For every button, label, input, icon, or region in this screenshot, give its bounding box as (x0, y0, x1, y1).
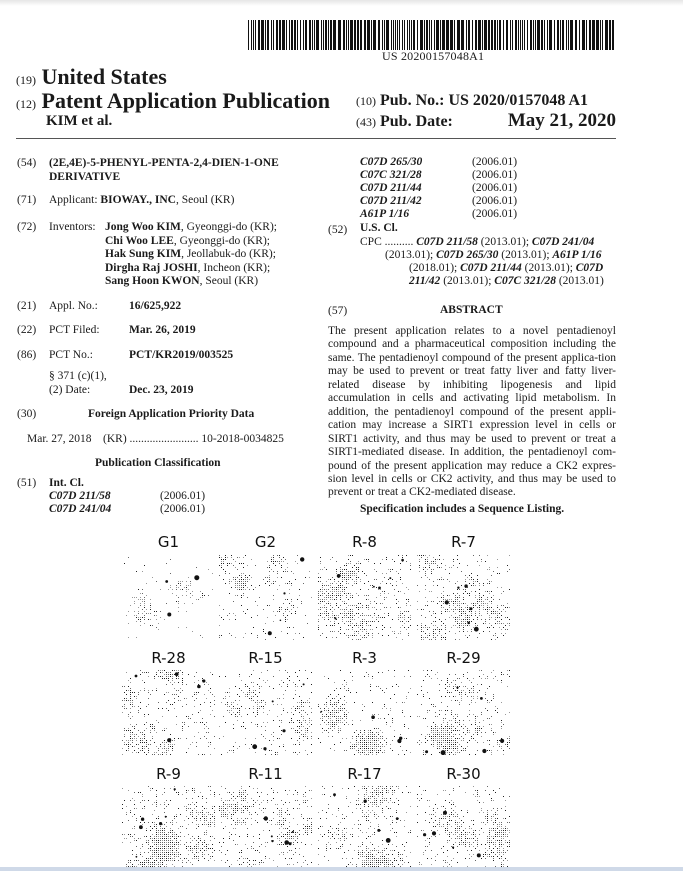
us-cl-label: U.S. Cl. (360, 222, 398, 234)
barcode-bar (440, 20, 441, 50)
barcode-bar (409, 20, 410, 50)
inid-code-52: (52) (328, 224, 348, 236)
barcode-bar (592, 20, 595, 50)
micrograph-panel (318, 555, 411, 640)
int-cl-version: (2006.01) (160, 503, 206, 515)
barcode-bar (454, 20, 455, 50)
barcode-bar (466, 20, 467, 50)
int-cl-class: C07D 211/44 (360, 182, 422, 194)
barcode-bar (434, 20, 435, 50)
applicant-name: BIOWAY., INC (100, 194, 176, 206)
barcode-bar (384, 20, 385, 50)
priority-dots: ........................ (129, 433, 199, 445)
inventor (105, 248, 277, 262)
cpc-class: C07D 241/04 (531, 236, 595, 248)
barcode-bar (348, 20, 349, 50)
barcode-bar (305, 20, 307, 50)
barcode-bar (279, 20, 281, 50)
barcode-bar (582, 20, 585, 50)
pub-date-label: Pub. Date: (380, 113, 453, 130)
barcode-bar (524, 20, 525, 50)
cpc-class: C07D (575, 262, 604, 274)
barcode-bar (547, 20, 548, 50)
inid-code-72: (72) (17, 221, 37, 233)
foreign-priority-heading: Foreign Application Priority Data (88, 408, 255, 420)
barcode-bar (253, 20, 254, 50)
int-cl-label: Int. Cl. (49, 477, 84, 489)
barcode-bar (497, 20, 498, 50)
cpc-version: (2013.01); (443, 275, 492, 287)
inid-code-10: (10) (356, 94, 376, 108)
panel-label: R-11 (248, 765, 283, 783)
inventor-name: Hak Sung KIM (105, 248, 182, 261)
barcode-bar (537, 20, 540, 50)
barcode-number: US 20200157048A1 (382, 49, 485, 63)
barcode (248, 20, 616, 50)
country-name: United States (41, 64, 167, 89)
cpc-class: C07D 211/44 (460, 262, 522, 274)
int-cl-class: A61P 1/16 (360, 208, 410, 220)
barcode-bar (475, 20, 477, 50)
barcode-bar (248, 20, 249, 50)
barcode-bar (323, 20, 324, 50)
barcode-bar (457, 20, 460, 50)
invention-title-line2: DERIVATIVE (49, 171, 121, 183)
inventor (105, 221, 277, 235)
barcode-bar (541, 20, 543, 50)
barcode-bar (417, 20, 418, 50)
cpc-line-3 (409, 262, 603, 276)
cpc-version: (2013.01); (480, 236, 530, 248)
int-cl-class: C07D 211/42 (360, 195, 422, 207)
cpc-line-1 (360, 236, 594, 250)
s371-label-line1: § 371 (c)(1), (49, 370, 107, 382)
inid-code-12: (12) (16, 97, 36, 111)
barcode-bar (527, 20, 528, 50)
barcode-bar (557, 20, 559, 50)
int-cl-version: (2006.01) (472, 208, 518, 220)
inid-code-21: (21) (17, 300, 37, 312)
panel-label: R-28 (151, 649, 186, 667)
inventor (105, 275, 277, 289)
micrograph-panel (417, 786, 510, 868)
barcode-bar (364, 20, 366, 50)
barcode-bar (494, 20, 496, 50)
barcode-bar (600, 20, 601, 50)
viewer-bottom-edge (0, 867, 683, 871)
barcode-bar (575, 20, 577, 50)
barcode-bar (566, 20, 567, 50)
cpc-version: (2013.01); (385, 249, 434, 261)
barcode-bar (350, 20, 353, 50)
barcode-bar (442, 20, 445, 50)
viewer-top-shadow (0, 0, 683, 6)
barcode-bar (554, 20, 555, 50)
barcode-bar (395, 20, 396, 50)
barcode-bar (424, 20, 425, 50)
barcode-bar (371, 20, 372, 50)
barcode-bar (382, 20, 383, 50)
micrograph-panel (122, 670, 215, 755)
barcode-bar (562, 20, 564, 50)
inventor-location: , Jeollabuk-do (KR); (181, 248, 276, 261)
barcode-bar (420, 20, 423, 50)
int-cl-version: (2006.01) (472, 195, 518, 207)
priority-entry (27, 433, 284, 447)
inid-code-22: (22) (17, 324, 37, 336)
panel-label: G2 (254, 533, 277, 551)
int-cl-class: C07D 241/04 (49, 503, 112, 515)
barcode-bar (325, 20, 327, 50)
pct-no-label: PCT No.: (49, 349, 93, 361)
cpc-version: (2013.01); (501, 249, 550, 261)
cpc-line-4 (409, 275, 604, 289)
inventor-name: Sang Hoon KWON (105, 275, 200, 288)
barcode-bar (612, 20, 614, 50)
barcode-bar (338, 20, 341, 50)
inventor-location: , Incheon (KR); (197, 261, 271, 274)
micrograph-panel (219, 555, 312, 640)
barcode-bar (413, 20, 415, 50)
barcode-bar (255, 20, 256, 50)
barcode-bar (605, 20, 608, 50)
barcode-bar (267, 20, 269, 50)
barcode-bar (478, 20, 481, 50)
s371-date-value: Dec. 23, 2019 (129, 384, 194, 396)
panel-label: R-9 (156, 765, 181, 783)
pub-no-label: Pub. No.: (380, 92, 445, 109)
invention-title-line1: (2E,4E)-5-PHENYL-PENTA-2,4-DIEN-1-ONE (49, 157, 279, 169)
barcode-bar (251, 20, 252, 50)
abstract-text: The present application relates to a novel pentadienoyl compound and a pharmaceutical composition including the same. The pentadienoyl compound of the present applica-tion may be used to prevent or treat fatty liver and fatty liver-related disease by inhibiting lipogenesis and lipid accumulation in cells and activating lipid metabolism. In addition, the pentadienoyl compound of the present appli-cation may increase a SIRT1 expression level in cells or SIRT1 activity, and thus may be used to prevent or treat a SIRT1-mediated disease. In addition, the pentadienoyl com-pound of the present application may reduce a CK2 expres-sion level in cells or CK2 activity, and thus may be used to prevent or treat a CK2-mediated disease. (328, 325, 616, 499)
s371-label-line2: (2) Date: (49, 384, 91, 396)
barcode-bar (294, 20, 296, 50)
inventors-list (105, 221, 277, 289)
barcode-bar (378, 20, 380, 50)
barcode-bar (560, 20, 561, 50)
appl-no-label: Appl. No.: (49, 300, 98, 312)
panel-label: R-29 (446, 649, 481, 667)
inid-code-43: (43) (356, 115, 376, 129)
int-cl-class: C07C 321/28 (360, 169, 422, 181)
barcode-bar (429, 20, 430, 50)
inventors-label: Inventors: (49, 221, 96, 233)
micrograph-panel (417, 670, 510, 755)
inid-code-71: (71) (17, 194, 37, 206)
barcode-bar (450, 20, 453, 50)
barcode-bar (386, 20, 389, 50)
panel-label: R-17 (347, 765, 382, 783)
barcode-bar (436, 20, 439, 50)
barcode-bar (544, 20, 545, 50)
barcode-bar (468, 20, 470, 50)
cpc-version: (2013.01) (558, 275, 604, 287)
barcode-bar (309, 20, 311, 50)
micrograph-panel (122, 786, 215, 868)
barcode-bar (484, 20, 487, 50)
inventor-name: Dirgha Raj JOSHI (105, 261, 198, 274)
header-divider (16, 138, 616, 139)
inid-code-54: (54) (17, 157, 37, 169)
applicant (49, 194, 234, 208)
barcode-bar (271, 20, 272, 50)
barcode-bar (602, 20, 603, 50)
barcode-bar (261, 20, 264, 50)
barcode-bar (549, 20, 552, 50)
panel-label: R-8 (352, 533, 377, 551)
barcode-bar (426, 20, 428, 50)
barcode-bar (373, 20, 376, 50)
publication-classification-heading: Publication Classification (95, 457, 221, 469)
cpc-class: C07D 211/58 (416, 236, 478, 248)
appl-no-value: 16/625,922 (129, 300, 182, 312)
publication-type-heading (16, 88, 330, 114)
pub-date-value: May 21, 2020 (507, 110, 616, 131)
priority-number: 10-2018-0034825 (201, 433, 284, 445)
cpc-dots: .......... (384, 236, 414, 248)
barcode-bar (535, 20, 536, 50)
panel-label: R-15 (248, 649, 283, 667)
inventor (105, 262, 277, 276)
barcode-bar (530, 20, 532, 50)
inventor (105, 235, 277, 249)
sequence-listing-note: Specification includes a Sequence Listing. (360, 503, 565, 515)
publication-date-label (356, 113, 453, 131)
barcode-bar (482, 20, 483, 50)
int-cl-version: (2006.01) (472, 156, 518, 168)
barcode-bar (291, 20, 293, 50)
inid-code-51: (51) (17, 477, 37, 489)
cpc-class: A61P 1/16 (552, 249, 602, 261)
barcode-bar (314, 20, 315, 50)
cpc-label: CPC (360, 236, 382, 248)
pub-no-value: US 2020/0157048 A1 (448, 92, 589, 109)
barcode-bar (303, 20, 304, 50)
inventor-name: Chi Woo LEE (105, 234, 174, 247)
barcode-bar (258, 20, 260, 50)
inid-code-30: (30) (17, 408, 37, 420)
barcode-bar (289, 20, 290, 50)
barcode-bar (282, 20, 285, 50)
authors: KIM et al. (46, 113, 113, 129)
micrograph-panel (318, 670, 411, 755)
country-heading (16, 64, 167, 90)
barcode-bar (404, 20, 405, 50)
inventor-name: Jong Woo KIM (105, 221, 181, 233)
barcode-bar (321, 20, 322, 50)
barcode-bar (360, 20, 362, 50)
barcode-bar (533, 20, 534, 50)
barcode-bar (286, 20, 287, 50)
applicant-label: Applicant: (49, 194, 98, 206)
barcode-bar (343, 20, 345, 50)
barcode-bar (589, 20, 591, 50)
barcode-bar (328, 20, 329, 50)
barcode-bar (265, 20, 266, 50)
micrograph-panel (318, 786, 411, 868)
barcode-bar (446, 20, 449, 50)
barcode-bar (510, 20, 511, 50)
inid-code-57: (57) (328, 305, 348, 317)
micrograph-panel (219, 786, 312, 868)
publication-number (356, 92, 588, 110)
panel-label: R-30 (446, 765, 481, 783)
cpc-class: C07D 265/30 (436, 249, 499, 261)
barcode-bar (609, 20, 611, 50)
barcode-bar (276, 20, 278, 50)
barcode-bar (488, 20, 490, 50)
barcode-bar (357, 20, 359, 50)
barcode-bar (506, 20, 508, 50)
panel-label: R-3 (352, 649, 377, 667)
barcode-bar (300, 20, 301, 50)
inventor-location: , Gyeonggi-do (KR); (173, 234, 270, 247)
cpc-line-2 (385, 249, 601, 263)
panel-label: R-7 (451, 533, 476, 551)
inid-code-86: (86) (17, 349, 37, 361)
int-cl-class: C07D 265/30 (360, 156, 423, 168)
panel-label: G1 (157, 533, 180, 551)
pct-filed-value: Mar. 26, 2019 (129, 324, 196, 336)
int-cl-version: (2006.01) (160, 490, 206, 502)
barcode-bar (407, 20, 408, 50)
int-cl-class: C07D 211/58 (49, 490, 111, 502)
cpc-class: 211/42 (409, 275, 441, 287)
barcode-bar (520, 20, 521, 50)
barcode-bar (461, 20, 464, 50)
barcode-bar (333, 20, 336, 50)
barcode-bar (346, 20, 347, 50)
publication-type: Patent Application Publication (41, 88, 330, 113)
cpc-version: (2018.01); (409, 262, 458, 274)
inventor-location: , Gyeonggi-do (KR); (180, 221, 277, 233)
barcode-bar (596, 20, 599, 50)
priority-date: Mar. 27, 2018 (27, 433, 92, 445)
barcode-bar (586, 20, 587, 50)
applicant-location: , Seoul (KR) (175, 194, 235, 206)
barcode-bar (522, 20, 523, 50)
cpc-version: (2013.01); (524, 262, 573, 274)
micrograph-panel (219, 670, 312, 755)
barcode-bar (393, 20, 394, 50)
barcode-bar (518, 20, 519, 50)
barcode-bar (570, 20, 573, 50)
barcode-bar (503, 20, 504, 50)
cpc-class: C07C 321/28 (494, 275, 556, 287)
priority-country: (KR) (103, 433, 127, 445)
barcode-bar (399, 20, 400, 50)
barcode-bar (431, 20, 432, 50)
barcode-bar (391, 20, 392, 50)
barcode-bar (568, 20, 569, 50)
barcode-bar (312, 20, 313, 50)
micrograph-panel (122, 555, 215, 640)
barcode-bar (354, 20, 356, 50)
barcode-bar (397, 20, 398, 50)
pct-no-value: PCT/KR2019/003525 (129, 349, 234, 361)
micrograph-panel (417, 555, 510, 640)
barcode-bar (472, 20, 473, 50)
inventor-location: , Seoul (KR) (199, 275, 259, 288)
barcode-bar (402, 20, 403, 50)
barcode-bar (491, 20, 493, 50)
barcode-bar (579, 20, 580, 50)
barcode-bar (297, 20, 298, 50)
int-cl-version: (2006.01) (472, 182, 518, 194)
barcode-bar (411, 20, 412, 50)
abstract-heading: ABSTRACT (440, 304, 503, 316)
barcode-bar (499, 20, 501, 50)
barcode-bar (330, 20, 332, 50)
inid-code-19: (19) (16, 73, 36, 87)
barcode-bar (515, 20, 517, 50)
barcode-bar (273, 20, 274, 50)
barcode-bar (367, 20, 370, 50)
int-cl-version: (2006.01) (472, 169, 518, 181)
barcode-bar (316, 20, 319, 50)
barcode-bar (512, 20, 513, 50)
pct-filed-label: PCT Filed: (49, 324, 100, 336)
